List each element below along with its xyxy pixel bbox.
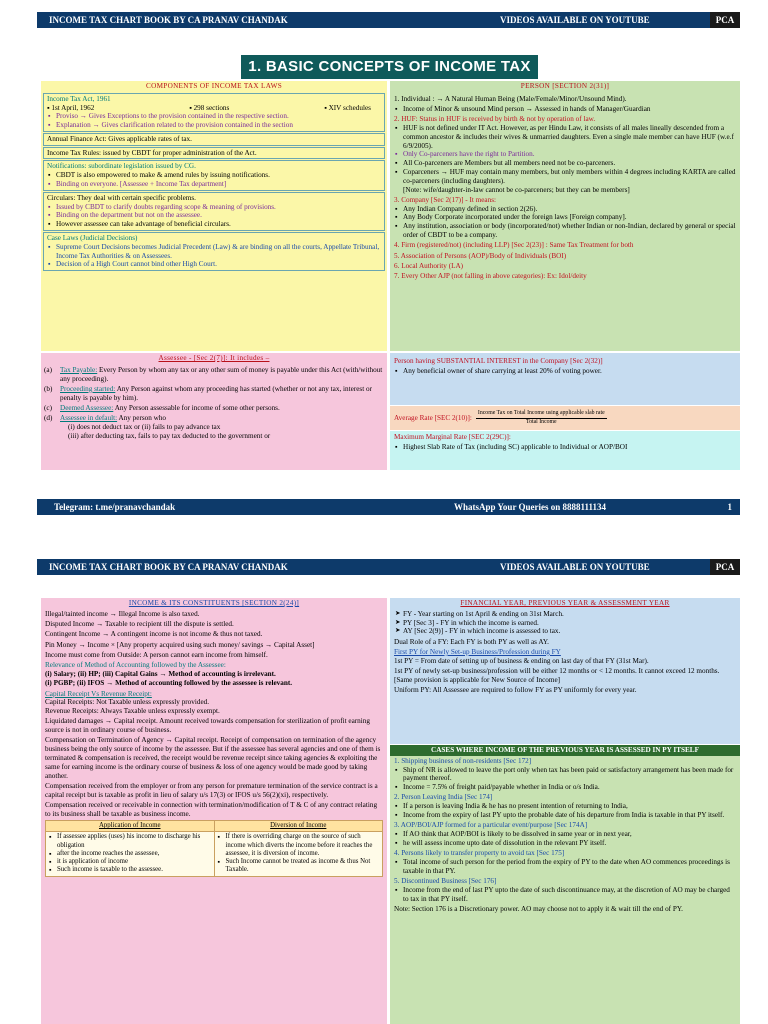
- circular-item: ▪ Binding on the department but not on the assessee.: [47, 211, 381, 220]
- case-title: 5. Discontinued Business [Sec 176]: [394, 876, 497, 885]
- company-text: 3. Company [Sec 2(17)] - It means:: [394, 195, 496, 204]
- assessee-panel: [41, 353, 387, 470]
- fy-header: FINANCIAL YEAR, PREVIOUS YEAR & ASSESSMENT YEAR: [460, 599, 670, 607]
- proviso-item: ▪ Proviso → Gives Exceptions to the provision contained in the respective section.: [47, 112, 381, 121]
- page1-header-bar: [37, 12, 740, 28]
- formula-numerator: Income Tax on Total Income using applicable slab rate: [476, 410, 607, 418]
- cases-panel: [390, 745, 740, 1024]
- ajp-text: 7. Every Other AJP (not falling in above categories): Ex: Idol/deity: [394, 272, 587, 281]
- relevance-title: Relevance of Method of Accounting followed by the Assessee:: [45, 661, 226, 670]
- average-rate-panel: [390, 406, 740, 430]
- caselaw-title: Case Laws (Judicial Decisions): [47, 233, 138, 242]
- huf-item: ▪ Only Co-parceners have the right to Partition.: [394, 150, 736, 159]
- act-facts: [47, 104, 381, 113]
- rules-text: Income Tax Rules: issued by CBDT for proper administration of the Act.: [47, 148, 257, 157]
- outside-income: Income must come from Outside: A person cannot earn income from himself.: [45, 650, 268, 659]
- case-note: Note: Section 176 is a Discretionary power. AO may choose not to apply it & wait till the end of PY.: [394, 904, 683, 913]
- act-fact: ▪ 298 sections: [189, 103, 230, 112]
- book-title: INCOME TAX CHART BOOK BY CA PRANAV CHANDAK: [49, 562, 288, 572]
- pca-badge: PCA: [710, 12, 740, 28]
- uniform-py: Uniform PY: All Assessee are required to follow FY as PY uniformly for every year.: [394, 686, 637, 695]
- table-header: Diversion of Income: [214, 820, 383, 831]
- assessee-item: (b) Proceeding started: Any Person against whom any proceeding has started (whether or not any tax, interest or penalty is payable by him).: [44, 384, 372, 402]
- first-py-line: 1st PY = From date of setting up of business & ending on last day of that FY (31st Mar).: [394, 656, 649, 665]
- case-item: ▪ Income = 7.5% of freight paid/payable whether in India or o/s India.: [394, 783, 736, 792]
- book-title: INCOME TAX CHART BOOK BY CA PRANAV CHANDAK: [49, 15, 288, 25]
- case-item: ▪ Income from the end of last PY upto the date of such discontinuance may, at the discretion of AO may be charged to tax in that PY itself.: [394, 886, 736, 904]
- application-item: ▪ If assessee applies (uses) his income to discharge his obligation: [48, 833, 212, 850]
- application-item: ▪ Such income is taxable to the assessee.: [48, 866, 212, 874]
- application-diversion-table: [45, 820, 383, 877]
- telegram-link[interactable]: Telegram: t.me/pranavchandak: [54, 502, 176, 512]
- case-title: 2. Person Leaving India [Sec 174]: [394, 793, 493, 802]
- circulars-section: [43, 192, 385, 231]
- youtube-note: VIDEOS AVAILABLE ON YOUTUBE: [500, 15, 650, 25]
- finance-act-text: Annual Finance Act: Gives applicable rates of tax.: [47, 134, 192, 143]
- company-item: ▪ Any Body Corporate incorporated under the foreign laws [Foreign company].: [394, 213, 736, 222]
- mmr-item: ▪ Highest Slab Rate of Tax (including SC) applicable to Individual or AOP/BOI: [394, 443, 736, 452]
- caselaw-item: ▪ Decision of a High Court cannot bind other High Court.: [47, 260, 381, 269]
- income-panel: [41, 598, 387, 1024]
- case-title: 3. AOP/BOI/AJP formed for a particular event/purpose [Sec 174A]: [394, 821, 588, 830]
- huf-item: ▪ All Co-parceners are Members but all members need not be co-parceners.: [394, 159, 736, 168]
- diversion-item: ▪ If there is overriding charge on the source of such income which diverts the income before it reaches the assessee, it is diversion of income.: [217, 833, 381, 858]
- application-cell: [46, 832, 215, 876]
- first-py-title: First PY for Newly Set-up Business/Profession during FY: [394, 647, 561, 656]
- employer-compensation: Compensation received from the employer or from any person for premature termination of the service contract is a capital receipt but is taxable as profit in lieu of salary u/s 17(3) or IFOS u/s 56(2)(xi), respectively.: [45, 781, 378, 799]
- la-text: 6. Local Authority (LA): [394, 261, 464, 270]
- case-item: ▪ he will assess income upto date of dissolution in the relevant PY itself.: [394, 839, 736, 848]
- individual-sub: ▪ Income of Minor & unsound Mind person → Assessed in hands of Manager/Guardian: [394, 105, 736, 114]
- chapter-title: 1. BASIC CONCEPTS OF INCOME TAX: [241, 55, 538, 79]
- page2-header-bar: [37, 559, 740, 575]
- mmr-label: Maximum Marginal Rate [SEC 2(29C)]:: [394, 433, 511, 441]
- cap-rev-line: Revenue Receipts: Always Taxable unless expressly exempt.: [45, 707, 220, 716]
- explanation-item: ▪ Explanation → Gives clarification related to the provision contained in the section: [47, 121, 381, 130]
- termination-agency: Compensation on Termination of Agency → Capital receipt. Receipt of compensation on termination of the agency business being the only source of income by the assessee. But if the assessee has several agencies and one of them is terminated & compensation is received, the receipt would be revenue receipt since taking agencies & exploiting the same for earning income is the ordinary course of business & loss of one agency would be made good by taking another.: [45, 736, 381, 780]
- case-item: ▪ If AO think that AOP/BOI is likely to be dissolved in same year or in next year,: [394, 830, 736, 839]
- pin-money: Pin Money → Income × [Any property acquired using such money/ savings → Capital Asset]: [45, 640, 315, 649]
- illegal-income: Illegal/tainted income → Illegal Income is also taxed.: [45, 609, 200, 618]
- person-header: PERSON [SECTION 2(31)]: [520, 82, 610, 90]
- substantial-item: ▪ Any beneficial owner of share carrying at least 20% of voting power.: [394, 367, 736, 376]
- diversion-cell: [214, 832, 383, 876]
- fy-item: ➤ PY [Sec 3] - FY in which the income is earned.: [394, 619, 736, 628]
- person-panel: [390, 81, 740, 351]
- act-section: [43, 93, 385, 132]
- application-item: ▪ it is application of income: [48, 858, 212, 866]
- case-item: ▪ Total income of such person for the period from the expiry of PY to the date when AO commences proceedings is taxable in that PY.: [394, 858, 736, 876]
- assessee-header: Assessee - [Sec 2(7)]: It includes –: [158, 354, 270, 362]
- caselaw-item: ▪ Supreme Court Decisions becomes Judicial Precedent (Law) & are binding on all the courts, Appellate Tribunal, Income Tax Authorities & on Assessees.: [47, 243, 381, 261]
- circular-item: ▪ However assessee can take advantage of beneficial circulars.: [47, 220, 381, 229]
- case-item: ▪ Ship of NR is allowed to leave the port only when tax has been paid or satisfactory arrangement has been made for payment thereof.: [394, 766, 736, 784]
- first-py-line: 1st PY of newly set-up business/profession will be either 12 months or < 12 months. It cannot exceed 12 months. [Same provision is applicable for New Source of Income]: [394, 666, 720, 684]
- act-title: Income Tax Act, 1961: [47, 94, 111, 103]
- modification-compensation: Compensation received or receivable in connection with termination/modification of T & C of any contract relating to its business shall be taxable as business income.: [45, 800, 378, 818]
- cases-header: CASES WHERE INCOME OF THE PREVIOUS YEAR IS ASSESSED IN PY ITSELF: [390, 745, 740, 756]
- page1-footer-bar: [37, 499, 740, 515]
- assessee-item: (a) Tax Payable: Every Person by whom any tax or any other sum of money is payable under this Act (with/without any proceeding).: [44, 365, 383, 383]
- fy-item: ➤ AY [Sec 2(9)] - FY in which income is assessed to tax.: [394, 627, 736, 636]
- default-item: (iii) after deducting tax, fails to pay tax deducted to the government or: [68, 431, 271, 440]
- formula-denominator: Total Income: [525, 418, 557, 425]
- huf-item: ▪ Coparceners → HUF may contain many members, but only members within 4 degrees including KARTA are called co-parceners (including daughters).: [394, 168, 736, 186]
- diversion-item: ▪ Such Income cannot be treated as income & thus Not Taxable.: [217, 858, 381, 875]
- notification-item: ▪ Binding on everyone. [Assessee + Income Tax department]: [47, 180, 381, 189]
- company-item: ▪ Any Indian Company defined in section 2(26).: [394, 205, 736, 214]
- components-panel: [41, 81, 387, 351]
- huf-item: ▪ HUF is not defined under IT Act. However, as per Hindu Law, it consists of all males lineally descended from a common ancestor & includes their wives & unmarried daughters. Even a single male member can have HUF (w.e.f 6/9/2005).: [394, 124, 736, 150]
- act-fact: ▪ XIV schedules: [324, 103, 371, 112]
- table-header: Application of Income: [46, 820, 215, 831]
- substantial-panel: [390, 353, 740, 405]
- average-rate-formula: [476, 410, 607, 425]
- aop-text: 5. Association of Persons (AOP)/Body of Individuals (BOI): [394, 251, 567, 260]
- case-title: 1. Shipping business of non-residents [Sec 172]: [394, 756, 532, 765]
- application-item: ▪ after the income reaches the assessee,: [48, 850, 212, 858]
- liquidated-damages: Liquidated damages → Capital receipt. Amount received towards compensation for sterilization of profit earning source is not in ordinary course of business.: [45, 717, 370, 735]
- individual-text: 1. Individual : → A Natural Human Being (Male/Female/Minor/Unsound Mind).: [394, 94, 627, 103]
- company-item: ▪ Any institution, association or body (incorporated/not) whether Indian or non-Indian, declared by general or special order of CBDT to be a company.: [394, 222, 736, 240]
- substantial-header: Person having SUBSTANTIAL INTEREST in the Company [Sec 2(32)]: [394, 357, 603, 365]
- components-header: COMPONENTS OF INCOME TAX LAWS: [146, 82, 282, 90]
- contingent-income: Contingent Income → A contingent income is not income & thus not taxed.: [45, 630, 263, 639]
- dual-role: Dual Role of a FY: Each FY is both PY as well as AY.: [394, 637, 549, 646]
- relevance-line: (i) PGBP; (ii) IFOS → Method of accounting followed by the assessee is relevant.: [45, 678, 293, 687]
- huf-note: [Note: wife/daughter-in-law cannot be co-parceners; but they can be members]: [403, 185, 630, 194]
- youtube-note: VIDEOS AVAILABLE ON YOUTUBE: [500, 562, 650, 572]
- circular-item: ▪ Issued by CBDT to clarify doubts regarding scope & meaning of provisions.: [47, 203, 381, 212]
- finance-act-section: [43, 133, 385, 146]
- rules-section: [43, 147, 385, 160]
- pca-badge: PCA: [710, 559, 740, 575]
- case-item: ▪ If a person is leaving India & he has no present intention of returning to India,: [394, 802, 736, 811]
- assessee-item: (c) Deemed Assessee: Any Person assessable for income of some other persons.: [44, 403, 280, 412]
- case-title: 4. Persons likely to transfer property to avoid tax [Sec 175]: [394, 849, 565, 858]
- notifications-title: Notifications: subordinate legislation issued by CG.: [47, 162, 196, 171]
- whatsapp-note: WhatsApp Your Queries on 8888111134: [454, 502, 607, 512]
- average-rate-label: Average Rate [SEC 2(10)]:: [394, 413, 472, 422]
- mmr-panel: [390, 431, 740, 470]
- relevance-line: (i) Salary; (ii) HP; (iii) Capital Gains → Method of accounting is irrelevant.: [45, 669, 276, 678]
- cap-rev-line: Capital Receipts: Not Taxable unless expressly provided.: [45, 698, 210, 707]
- circulars-title: Circulars: They deal with certain specific problems.: [47, 193, 196, 202]
- assessee-item: (d) Assessee in default: Any person who: [44, 414, 167, 423]
- fy-item: ➤ FY - Year starting on 1st April & ending on 31st March.: [394, 610, 736, 619]
- case-item: ▪ Income from the expiry of last PY upto the probable date of his departure from India is taxable in that PY itself.: [394, 811, 736, 820]
- fy-panel: [390, 598, 740, 744]
- disputed-income: Disputed Income → Taxable to recipient till the dispute is settled.: [45, 620, 234, 629]
- firm-text: 4. Firm (registered/not) (including LLP) [Sec 2(23)] : Same Tax Treatment for both: [394, 241, 634, 250]
- income-header: INCOME & ITS CONSTITUENTS [SECTION 2(24)]: [128, 599, 300, 607]
- caselaw-section: [43, 232, 385, 271]
- cap-rev-title: Capital Receipt Vs Revenue Receipt:: [45, 689, 152, 698]
- notification-item: ▪ CBDT is also empowered to make & amend rules by issuing notifications.: [47, 171, 381, 180]
- page-number: 1: [727, 502, 732, 512]
- default-item: (i) does not deduct tax or (ii) fails to pay advance tax: [68, 422, 221, 431]
- huf-text: 2. HUF: Status in HUF is received by birth & not by operation of law.: [394, 115, 596, 124]
- notifications-section: [43, 160, 385, 190]
- act-fact: ▪ 1st April, 1962: [47, 103, 95, 112]
